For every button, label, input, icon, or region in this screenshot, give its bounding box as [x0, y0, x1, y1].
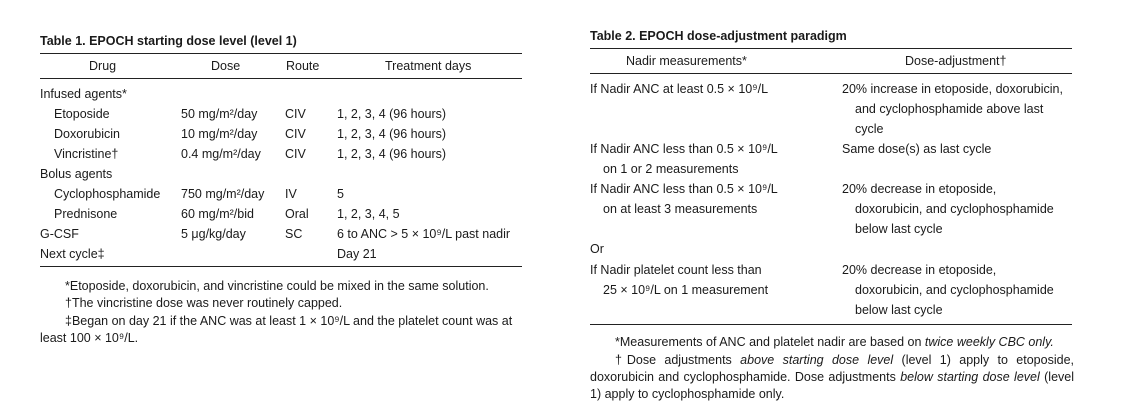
- table2-row-adjustment: below last cycle: [855, 303, 943, 317]
- table2-row-nadir: If Nadir ANC at least 0.5 × 10⁹/L: [590, 82, 769, 96]
- table1-row-days: 5: [337, 187, 344, 201]
- table1-header-rule: [40, 78, 522, 79]
- table1-row-days: 1, 2, 3, 4, 5: [337, 207, 400, 221]
- table1-row-dose: 750 mg/m²/day: [181, 187, 265, 201]
- table1-row-dose: 10 mg/m²/day: [181, 127, 258, 141]
- table1-header-route: Route: [286, 59, 320, 73]
- table1-row-drug: Vincristine†: [54, 147, 119, 161]
- table1-row-drug: Infused agents*: [40, 87, 127, 101]
- table1-title: Table 1. EPOCH starting dose level (level 1): [40, 34, 297, 48]
- table1-row-days: 1, 2, 3, 4 (96 hours): [337, 127, 447, 141]
- table1-footnote: ‡Began on day 21 if the ANC was at least 1 × 10⁹/L and the platelet count was at least 100 × 10⁹/L.: [40, 314, 513, 345]
- table1-row-days: 1, 2, 3, 4 (96 hours): [337, 147, 447, 161]
- table2-row-adjustment: 20% decrease in etoposide,: [842, 263, 997, 277]
- table2-top-rule: [590, 48, 1072, 49]
- table1-footnote: †The vincristine dose was never routinely capped.: [65, 296, 343, 310]
- table2-row-nadir: on at least 3 measurements: [603, 202, 758, 216]
- table1-row-dose: 0.4 mg/m²/day: [181, 147, 261, 161]
- table1-bottom-rule: [40, 266, 522, 267]
- table2-row-nadir: If Nadir ANC less than 0.5 × 10⁹/L: [590, 142, 778, 156]
- table2-row-nadir: If Nadir ANC less than 0.5 × 10⁹/L: [590, 182, 778, 196]
- table1-row-route: SC: [285, 227, 303, 241]
- table2-header-nadir: Nadir measurements*: [626, 54, 747, 68]
- table1-row-route: CIV: [285, 127, 306, 141]
- table1-row-drug: Next cycle‡: [40, 247, 105, 261]
- table1-row-drug: Doxorubicin: [54, 127, 121, 141]
- table2-row-adjustment: 20% increase in etoposide, doxorubicin,: [842, 82, 1063, 96]
- table2-title: Table 2. EPOCH dose-adjustment paradigm: [590, 29, 847, 43]
- table1-header-dose: Dose: [211, 59, 241, 73]
- table1-row-route: CIV: [285, 107, 306, 121]
- table1-row-drug: Prednisone: [54, 207, 118, 221]
- table1-row-drug: Etoposide: [54, 107, 110, 121]
- table2-row-adjustment: doxorubicin, and cyclophosphamide: [855, 283, 1054, 297]
- table1-header-days: Treatment days: [385, 59, 472, 73]
- table2-row-nadir: If Nadir platelet count less than: [590, 263, 762, 277]
- table1-row-dose: 5 μg/kg/day: [181, 227, 246, 241]
- table1-header-drug: Drug: [89, 59, 117, 73]
- table1-row-dose: 60 mg/m²/bid: [181, 207, 254, 221]
- table1-footnote: *Etoposide, doxorubicin, and vincristine could be mixed in the same solution.: [65, 279, 489, 293]
- table2-row-adjustment: below last cycle: [855, 222, 943, 236]
- table2-row-or: Or: [590, 242, 604, 256]
- table2-footnote: †Dose adjustments above starting dose level (level 1) apply to etoposide, doxorubicin and cyclophosphamide. Dose adjustments below starting dose level (level 1) apply to cyclophosphamide only.: [590, 353, 1075, 401]
- table2-header-rule: [590, 73, 1072, 74]
- table1-row-days: 6 to ANC > 5 × 10⁹/L past nadir: [337, 227, 511, 241]
- table2-row-nadir: 25 × 10⁹/L on 1 measurement: [603, 283, 769, 297]
- table1-row-days: Day 21: [337, 247, 377, 261]
- table2-row-adjustment: cycle: [855, 122, 884, 136]
- table2-header-adjustment: Dose-adjustment†: [905, 54, 1007, 68]
- table2-row-adjustment: doxorubicin, and cyclophosphamide: [855, 202, 1054, 216]
- table2-row-adjustment: Same dose(s) as last cycle: [842, 142, 992, 156]
- table2-footnote: *Measurements of ANC and platelet nadir are based on twice weekly CBC only.: [615, 335, 1054, 349]
- table1-row-drug: Bolus agents: [40, 167, 113, 181]
- table2-row-adjustment: and cyclophosphamide above last: [855, 102, 1044, 116]
- table1-row-route: Oral: [285, 207, 309, 221]
- table2-row-adjustment: 20% decrease in etoposide,: [842, 182, 997, 196]
- table1-row-dose: 50 mg/m²/day: [181, 107, 258, 121]
- table1-row-drug: G-CSF: [40, 227, 79, 241]
- table1-row-route: CIV: [285, 147, 306, 161]
- table1-row-days: 1, 2, 3, 4 (96 hours): [337, 107, 447, 121]
- table2-bottom-rule: [590, 324, 1072, 325]
- table1-row-drug: Cyclophosphamide: [54, 187, 161, 201]
- table2-row-nadir: on 1 or 2 measurements: [603, 162, 739, 176]
- table1-top-rule: [40, 53, 522, 54]
- table1-row-route: IV: [285, 187, 297, 201]
